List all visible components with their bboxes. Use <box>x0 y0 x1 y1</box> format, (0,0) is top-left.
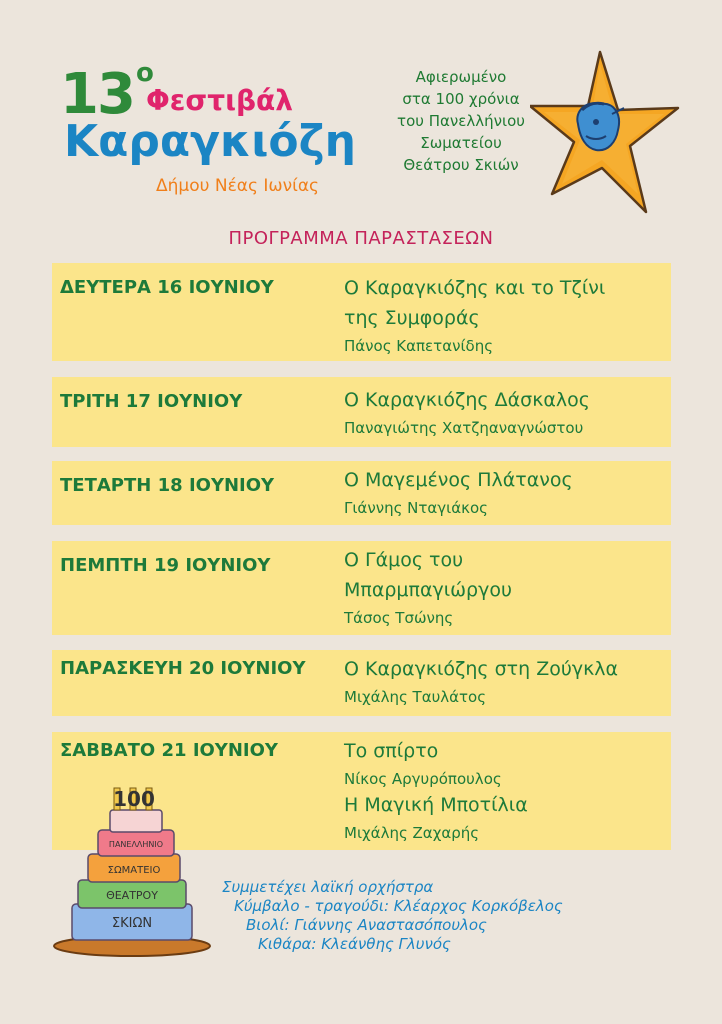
day-month: ΙΟΥΝΙΟΥ <box>188 277 274 298</box>
day-name: ΔΕΥΤΕΡΑ <box>60 277 151 298</box>
orchestra-info <box>222 878 563 954</box>
schedule-day <box>60 277 274 298</box>
performer: Πάνος Καπετανίδης <box>344 337 494 355</box>
day-month: ΙΟΥΝΙΟΥ <box>192 740 278 761</box>
schedule-day <box>60 475 274 496</box>
day-month: ΙΟΥΝΙΟΥ <box>185 555 271 576</box>
cake-icon <box>52 784 212 962</box>
day-month: ΙΟΥΝΙΟΥ <box>188 475 275 496</box>
orchestra-line: Βιολί: Γιάννης Αναστασόπουλος <box>246 916 487 934</box>
show-title-cont: της Συμφοράς <box>344 307 480 329</box>
dedication-line: του Πανελλήνιου <box>397 112 525 130</box>
cake-tier-text: ΣΩΜΑΤΕΙΟ <box>107 865 161 876</box>
show-title: Ο Καραγκιόζης στη Ζούγκλα <box>344 658 619 680</box>
day-name: ΠΑΡΑΣΚΕΥΗ <box>60 658 183 679</box>
municipality: Δήμου Νέας Ιωνίας <box>156 176 320 196</box>
orchestra-line: Κύμβαλο - τραγούδι: Κλέαρχος Κορκόβελος <box>234 897 563 915</box>
day-month: ΙΟΥΝΙΟΥ <box>220 658 306 679</box>
day-name: ΠΕΜΠΤΗ <box>60 555 148 576</box>
day-date: 18 <box>157 475 183 496</box>
show-title: Ο Καραγκιόζης και το Τζίνι <box>344 277 606 299</box>
show-title-2: Η Μαγική Μποτίλια <box>344 794 528 816</box>
day-name: ΤΡΙΤΗ <box>60 391 120 412</box>
day-name: ΤΕΤΑΡΤΗ <box>60 475 152 496</box>
schedule-day <box>60 658 306 679</box>
program-title: ΠΡΟΓΡΑΜΜΑ ΠΑΡΑΣΤΑΣΕΩΝ <box>228 228 494 249</box>
day-date: 21 <box>161 740 187 761</box>
performer: Παναγιώτης Χατζηαναγνώστου <box>344 419 584 437</box>
cake-tier-text: ΘΕΑΤΡΟΥ <box>106 889 158 902</box>
cake-number: 100 <box>113 787 155 811</box>
orchestra-line: Κιθάρα: Κλεάνθης Γλυνός <box>258 935 451 953</box>
day-date: 17 <box>125 391 151 412</box>
performer: Γιάννης Νταγιάκος <box>344 499 488 517</box>
day-name: ΣΑΒΒΑΤΟ <box>60 740 156 761</box>
cake-tier-text: ΣΚΙΩΝ <box>111 916 153 931</box>
schedule-row <box>52 650 671 716</box>
performer: Τάσος Τσώνης <box>344 609 454 627</box>
show-title-cont: Μπαρμπαγιώργου <box>344 579 512 601</box>
schedule-row <box>52 461 671 525</box>
dedication-text <box>372 66 550 176</box>
day-date: 16 <box>157 277 183 298</box>
festival-title <box>60 52 356 202</box>
show-title: Ο Καραγκιόζης Δάσκαλος <box>344 389 590 411</box>
show-title: Το σπίρτο <box>344 740 439 762</box>
show-title: Ο Γάμος του <box>344 549 464 571</box>
day-date: 19 <box>153 555 180 576</box>
dedication-line: Θεάτρου Σκιών <box>403 156 519 174</box>
festival-number: 13 <box>60 62 134 127</box>
schedule-day <box>60 391 242 412</box>
performer: Νίκος Αργυρόπουλος <box>344 770 502 788</box>
day-date: 20 <box>189 658 215 679</box>
schedule-row <box>52 263 671 361</box>
performer: Μιχάλης Ταυλάτος <box>344 688 487 706</box>
schedule-row <box>52 541 671 635</box>
festival-number-superscript: ο <box>136 58 154 88</box>
dedication-line: στα 100 χρόνια <box>402 90 520 108</box>
schedule-row <box>52 377 671 447</box>
cake-tier-text: ΠΑΝΕΛΛΗΝΙΟ <box>108 840 164 849</box>
orchestra-line: Συμμετέχει λαϊκή ορχήστρα <box>222 878 434 896</box>
day-month: ΙΟΥΝΙΟΥ <box>157 391 243 412</box>
show-title: Ο Μαγεμένος Πλάτανος <box>344 469 573 491</box>
dedication-line: Αφιερωμένο <box>415 68 507 86</box>
schedule-day <box>60 740 278 761</box>
performer-2: Μιχάλης Ζαχαρής <box>344 824 480 842</box>
festival-name: Καραγκιόζη <box>64 116 356 167</box>
star-icon <box>530 44 680 224</box>
festival-word: Φεστιβάλ <box>146 84 293 117</box>
schedule-day <box>60 555 270 576</box>
dedication-line: Σωματείου <box>420 134 502 152</box>
